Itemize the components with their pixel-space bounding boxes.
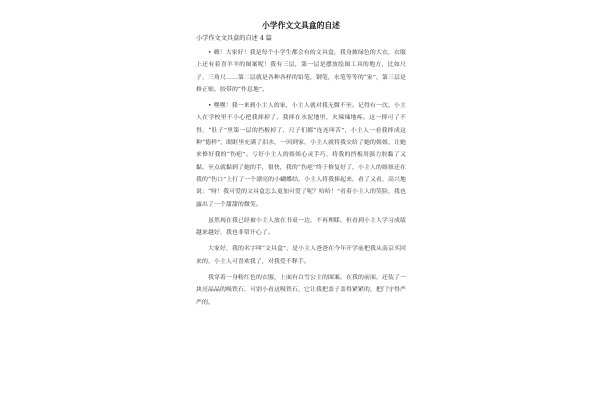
document-subtitle: 小学作文文具盒的自述 4 篇 [196, 35, 272, 42]
document-title: 小学作文文具盒的自述 [262, 21, 340, 30]
paragraph: 大家好，我的名字叫“文具盒”，是小主人爸爸在今年开学前把我从南京买回来的，小主人可喜欢我了，对我爱不释手。 [196, 246, 406, 265]
paragraph: 虽然现在我已经被小主人放在书桌一边，不再理睬，但看到小主人学习成绩越来越好，我也非常开心了。 [196, 217, 406, 237]
document-body [196, 20, 406, 313]
paragraph: • 嘿嘿！我一来到小主人的家，小主人就对我无微不至。记得有一次，小主人在学校里不小心把我摔掉了，我摔在水泥地里，火辣辣地疼。这一摔可了不得，“肚子”里第一层的挡板掉了，尺子们都“连连叫苦”，小主人一看我摔成这种“德样”，眼眶里充满了泪水，一回到家，小主人就将我交给了她的姐姐，让她来修好我的“伤疤”。亏好小主人的姐姐心灵手巧，将我的挡板用强力胶黏了又黏，至点就黏到了她的手，很快，我的“伤疤”终于修复好了，小主人的姐姐还在我的“伤口”上打了一个漂亮的小蝴蝶结，小主人将我捧起来，看了又看，高兴地说：“呀！我可爱的文具盒怎么更加可爱了呢？哈哈！”看着小主人的笑脸，我也露出了一个甜甜的微笑。 [196, 103, 406, 208]
paragraph: • 嗨！大家好！我是每个小学生都会有的文具盒，我身披绿色的大衣，衣服上还有着喜羊羊的图案呢！我有三层，第一层是摆放绘图工具的地方，比如尺子，三角尺……第二层就是各种各样的铅笔，钢笔，水笔等等的“家”，第三层是修正贴，胶带的“作息地”。 [196, 50, 406, 93]
paragraph: 我穿着一身粉红色的衣服，上面有白雪公主的图案。在我的前面，还装了一块亮晶晶的吸铁石，可别小看这吸铁石，它让我把盖子盖得紧紧的，把门守得严严的。 [196, 275, 406, 306]
